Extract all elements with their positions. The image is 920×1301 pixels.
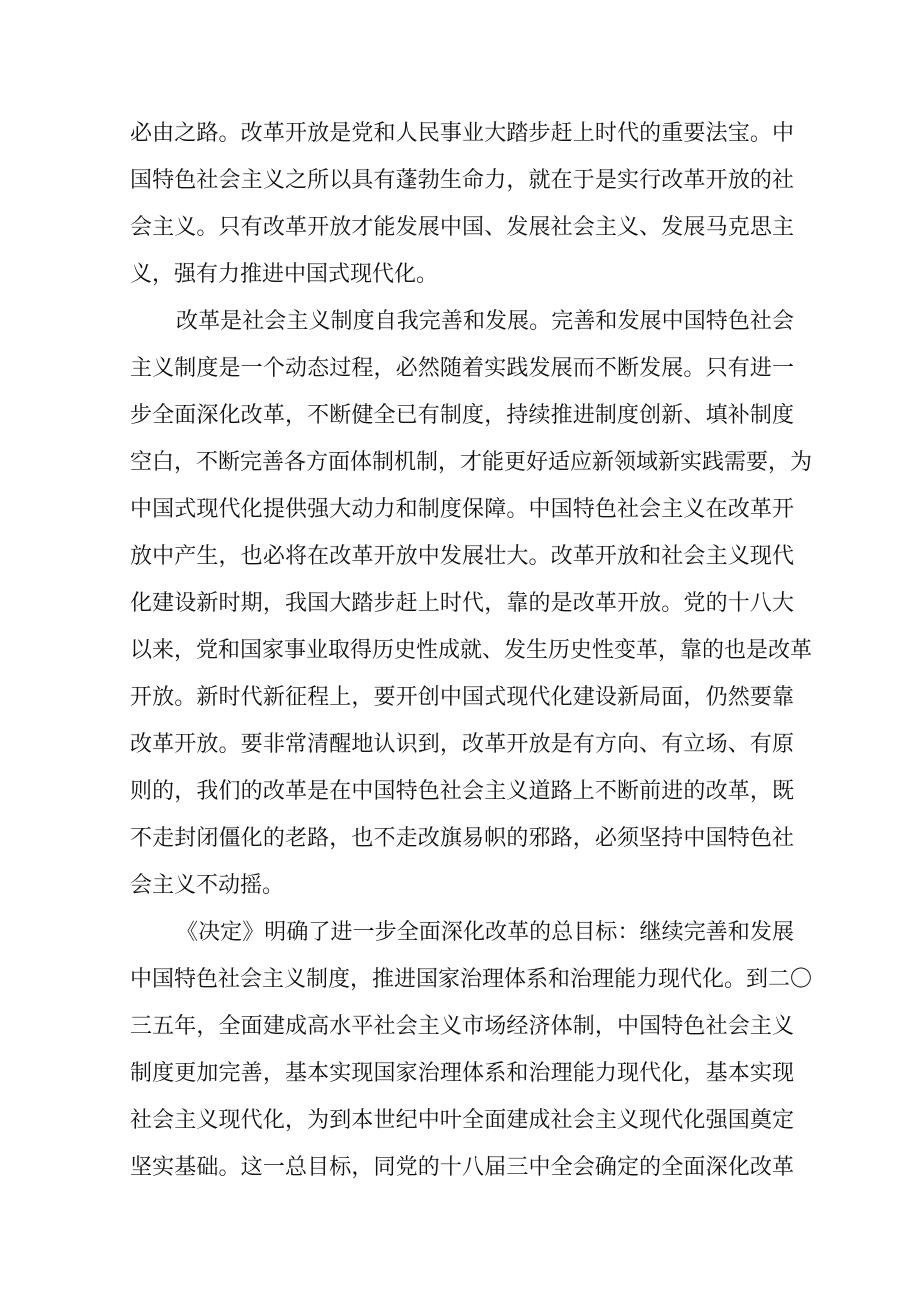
text-line: 改革开放。要非常清醒地认识到，改革开放是有方向、有立场、有原 [130,732,794,757]
text-line: 空白，不断完善各方面体制机制，才能更好适应新领域新实践需要，为 [130,450,813,475]
paragraph-2 [130,298,813,909]
text-line: 中国特色社会主义制度，推进国家治理体系和治理能力现代化。到二〇 [130,967,813,992]
text-line: 以来，党和国家事业取得历史性成就、发生历史性变革，靠的也是改革 [130,638,813,663]
text-line: 国特色社会主义之所以具有蓬勃生命力，就在于是实行改革开放的社 [130,168,794,193]
text-line: 制度更加完善，基本实现国家治理体系和治理能力现代化，基本实现 [130,1061,794,1086]
text-line: 义，强有力推进中国式现代化。 [130,262,439,287]
text-line: 会主义。只有改革开放才能发展中国、发展社会主义、发展马克思主 [130,215,794,240]
text-line: 中国式现代化提供强大动力和制度保障。中国特色社会主义在改革开 [130,497,794,522]
text-line: 步全面深化改革，不断健全已有制度，持续推进制度创新、填补制度 [130,403,794,428]
document-page [130,110,813,1191]
text-line: 坚实基础。这一总目标，同党的十八届三中全会确定的全面深化改革 [130,1155,794,1180]
text-line: 会主义不动摇。 [130,873,285,898]
text-line: 社会主义现代化，为到本世纪中叶全面建成社会主义现代化强国奠定 [130,1108,794,1133]
text-line: 开放。新时代新征程上，要开创中国式现代化建设新局面，仍然要靠 [130,685,794,710]
text-line: 则的，我们的改革是在中国特色社会主义道路上不断前进的改革，既 [130,779,794,804]
text-line: 放中产生，也必将在改革开放中发展壮大。改革开放和社会主义现代 [130,544,794,569]
text-line: 主义制度是一个动态过程，必然随着实践发展而不断发展。只有进一 [130,356,794,381]
text-line: 化建设新时期，我国大踏步赶上时代，靠的是改革开放。党的十八大 [130,591,794,616]
paragraph-1 [130,110,794,298]
text-line: 改革是社会主义制度自我完善和发展。完善和发展中国特色社会 [176,309,794,334]
text-line: 三五年，全面建成高水平社会主义市场经济体制，中国特色社会主义 [130,1014,794,1039]
text-line: 不走封闭僵化的老路，也不走改旗易帜的邪路，必须坚持中国特色社 [130,826,794,851]
text-line: 《决定》明确了进一步全面深化改革的总目标：继续完善和发展 [176,920,794,945]
paragraph-3 [130,909,813,1191]
text-line: 必由之路。改革开放是党和人民事业大踏步赶上时代的重要法宝。中 [130,121,794,146]
